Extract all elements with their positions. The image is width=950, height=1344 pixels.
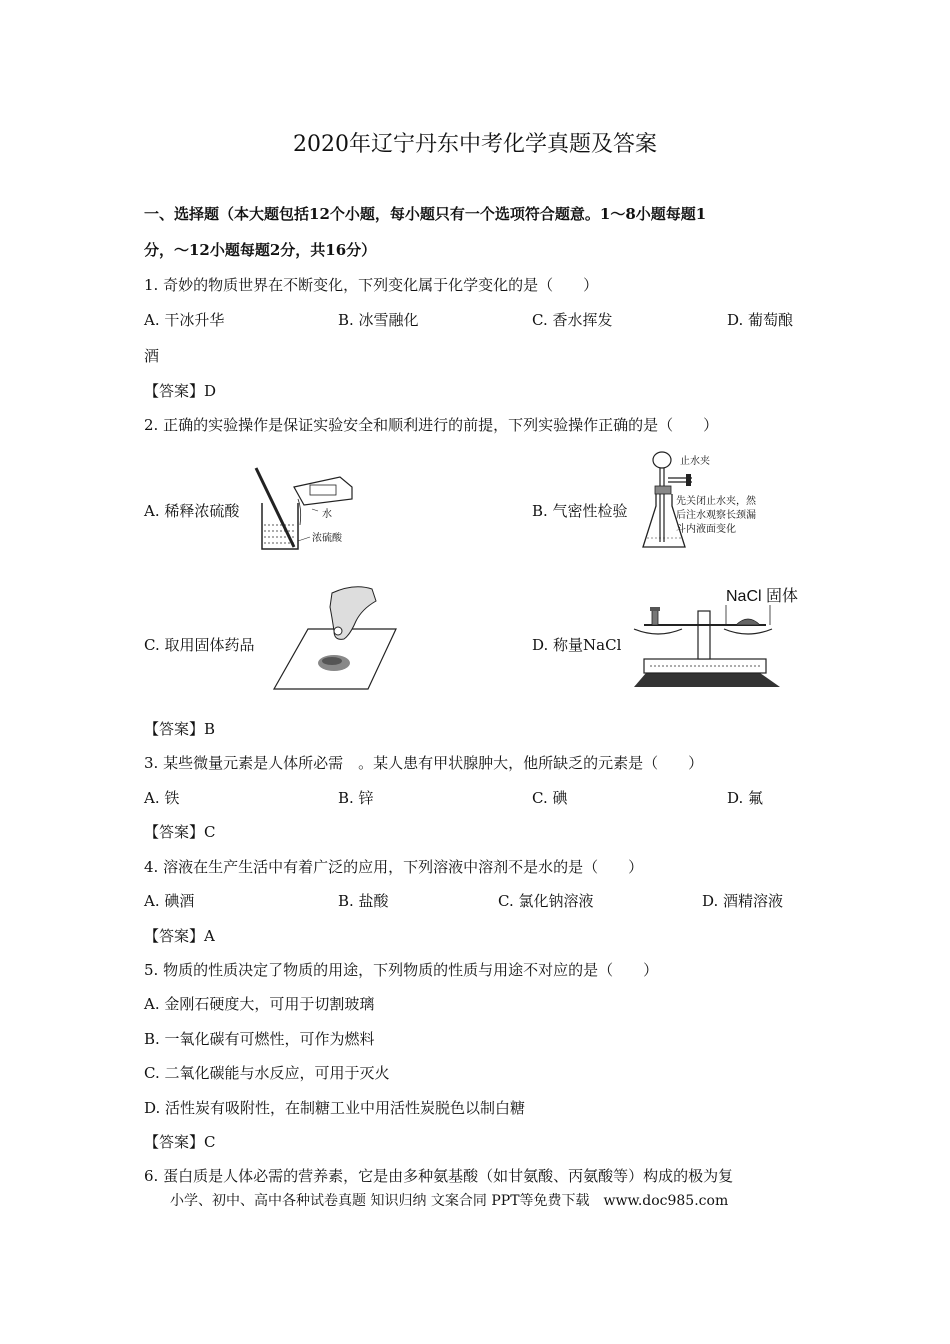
figure-dilute-acid (252, 465, 362, 555)
figure-airtightness-check (640, 450, 800, 560)
q1-option-b: B. 冰雪融化 (338, 311, 419, 329)
q5-stem: 5. 物质的性质决定了物质的用途，下列物质的性质与用途不对应的是（ ） (144, 961, 659, 979)
label-note-2: 后注水观察长颈漏 (676, 510, 756, 521)
q4-option-d: D. 酒精溶液 (702, 892, 784, 910)
q2-option-a: A. 稀释浓硫酸 (144, 502, 240, 520)
weight (652, 609, 658, 625)
q2-option-b: B. 气密性检验 (532, 502, 628, 520)
label-water: 水 (322, 509, 332, 520)
q5-answer: 【答案】C (144, 1133, 216, 1151)
q1-answer: 【答案】D (144, 382, 217, 400)
left-pan (634, 629, 682, 634)
stopper (655, 486, 671, 494)
figure-weigh-nacl (630, 583, 810, 693)
q5-option-c: C. 二氧化碳能与水反应，可用于灭火 (144, 1064, 390, 1082)
nacl-sample (736, 619, 760, 625)
q5-option-a: A. 金刚石硬度大，可用于切割玻璃 (144, 995, 375, 1013)
q4-option-c: C. 氯化钠溶液 (498, 892, 594, 910)
page-title: 2020年辽宁丹东中考化学真题及答案 (293, 132, 657, 157)
right-pan (724, 629, 772, 634)
label-concentrated-acid: 浓硫酸 (312, 533, 342, 544)
section-header-line1: 一、选择题（本大题包括12个小题，每小题只有一个选项符合题意。1～8小题每题1 (144, 205, 707, 223)
q4-stem: 4. 溶液在生产生活中有着广泛的应用，下列溶液中溶剂不是水的是（ ） (144, 858, 644, 876)
q4-option-a: A. 碘酒 (144, 892, 195, 910)
label-nacl-solid: NaCl 固体 (726, 588, 799, 605)
q2-stem: 2. 正确的实验操作是保证实验安全和顺利进行的前提，下列实验操作正确的是（ ） (144, 416, 719, 434)
q1-option-d-continued: 酒 (144, 347, 160, 365)
q3-option-a: A. 铁 (144, 789, 180, 807)
q1-option-a: A. 干冰升华 (144, 311, 225, 329)
label-note-3: 斗内液面变化 (676, 524, 736, 535)
q5-option-b: B. 一氧化碳有可燃性，可作为燃料 (144, 1030, 375, 1048)
label-note-1: 先关闭止水夹，然 (676, 496, 756, 507)
q2-answer: 【答案】B (144, 720, 216, 738)
page-footer: 小学、初中、高中各种试卷真题 知识归纳 文案合同 PPT等免费下载 www.doc985.com (170, 1193, 729, 1209)
balance-base (634, 673, 780, 687)
section-header-line2: 分，～12小题每题2分，共16分） (144, 241, 377, 259)
q1-option-d: D. 葡萄酿 (727, 311, 794, 329)
q4-option-b: B. 盐酸 (338, 892, 389, 910)
funnel-bulb (653, 452, 671, 468)
q2-option-c: C. 取用固体药品 (144, 636, 255, 654)
figure-take-solid (272, 583, 402, 693)
q1-stem: 1. 奇妙的物质世界在不断变化，下列变化属于化学变化的是（ ） (144, 276, 599, 294)
q3-option-c: C. 碘 (532, 789, 568, 807)
q5-option-d: D. 活性炭有吸附性，在制糖工业中用活性炭脱色以制白糖 (144, 1099, 526, 1117)
q4-answer: 【答案】A (144, 927, 215, 945)
q3-option-b: B. 锌 (338, 789, 374, 807)
balance-pillar (698, 611, 710, 659)
q3-option-d: D. 氟 (727, 789, 764, 807)
q1-option-c: C. 香水挥发 (532, 311, 613, 329)
q2-option-d: D. 称量NaCl (532, 636, 622, 654)
q6-stem: 6. 蛋白质是人体必需的营养素，它是由多种氨基酸（如甘氨酸、丙氨酸等）构成的极为复 (144, 1167, 734, 1185)
clamp (686, 474, 691, 486)
q3-stem: 3. 某些微量元素是人体所必需 。某人患有甲状腺肿大，他所缺乏的元素是（ ） (144, 754, 704, 772)
q3-answer: 【答案】C (144, 823, 216, 841)
label-clamp: 止水夹 (680, 456, 710, 467)
